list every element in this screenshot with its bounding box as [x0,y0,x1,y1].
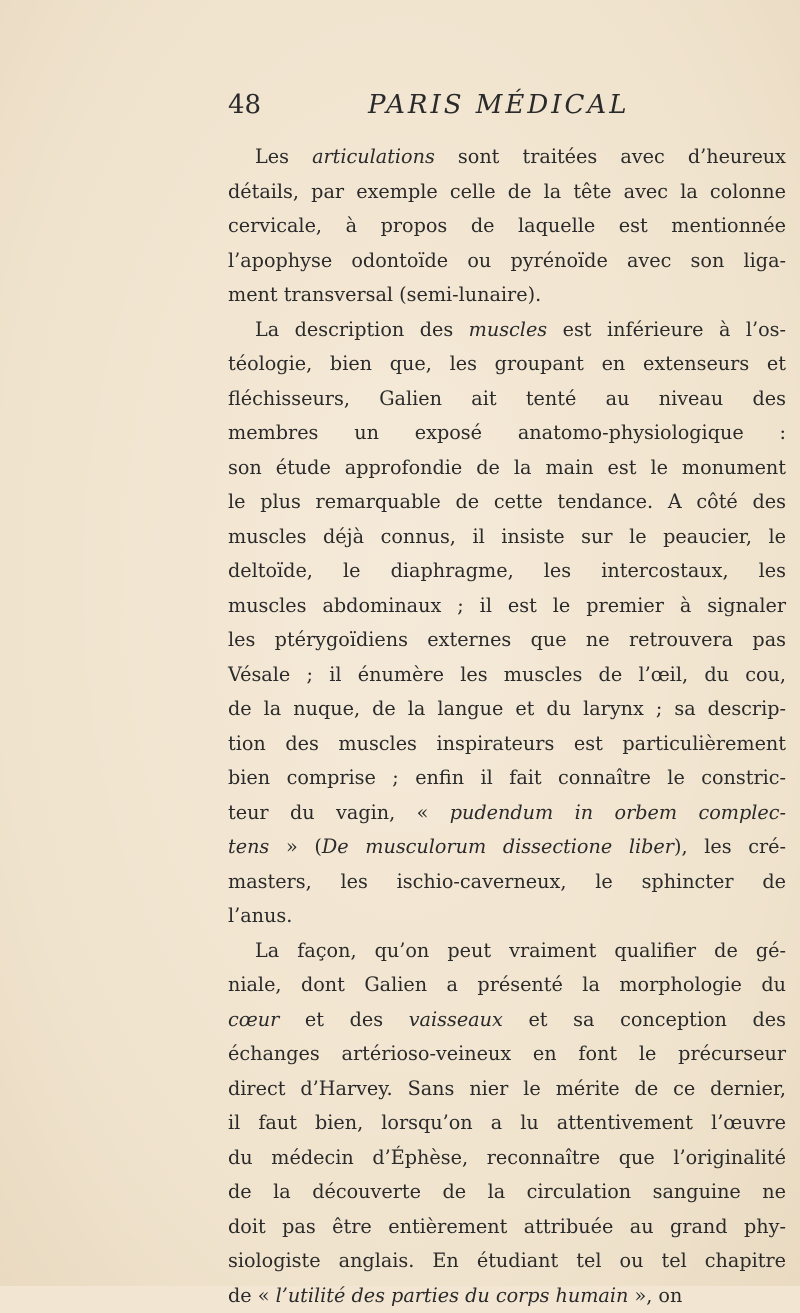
text-line [228,209,786,244]
paragraph [228,313,786,934]
text-line [228,382,786,417]
text-segment: et sa conception des [503,1008,786,1031]
text-segment: fléchisseurs, Galien ait tenté au niveau des [228,387,786,410]
text-segment: de la découverte de la circulation sanguine ne [228,1180,786,1203]
text-line [228,1210,786,1245]
paragraph [228,140,786,313]
text-segment: muscles abdominaux ; il est le premier à signaler [228,594,786,617]
text-line [228,1175,786,1210]
text-segment: deltoïde, le diaphragme, les intercostaux, les [228,559,786,582]
text-segment: muscles déjà connus, il insiste sur le peaucier, le [228,525,786,548]
text-segment: de la nuque, de la langue et du larynx ; sa descrip- [228,697,786,720]
text-segment: doit pas être entièrement attribuée au grand phy- [228,1215,786,1238]
text-segment: et des [279,1008,408,1031]
text-segment: » ( [269,835,322,858]
text-segment: détails, par exemple celle de la tête avec la colonne [228,180,786,203]
text-segment: l’anus. [228,904,292,927]
text-segment: ), les cré- [674,835,786,858]
text-segment: niale, dont Galien a présenté la morphologie du [228,973,786,996]
text-line [228,727,786,762]
text-segment: tion des muscles inspirateurs est particulièrement [228,732,786,755]
text-line [228,416,786,451]
italic-segment: cœur [228,1008,279,1031]
text-segment: La façon, qu’on peut vraiment qualifier de gé- [255,939,786,962]
text-segment: du médecin d’Éphèse, reconnaître que l’originalité [228,1146,786,1169]
text-segment: direct d’Harvey. Sans nier le mérite de ce dernier, [228,1077,786,1100]
text-segment: masters, les ischio-caverneux, le sphincter de [228,870,786,893]
text-line [228,1244,786,1279]
text-line [228,761,786,796]
text-line [228,796,786,831]
italic-segment: l’utilité des parties du corps humain [276,1284,629,1307]
page-number: 48 [228,90,261,120]
text-segment: », on [628,1284,682,1307]
text-line [228,1003,786,1038]
text-segment: cervicale, à propos de laquelle est mentionnée [228,214,786,237]
text-line [228,244,786,279]
text-segment: de « [228,1284,276,1307]
text-segment: le plus remarquable de cette tendance. A côté des [228,490,786,513]
text-segment: les ptérygoïdiens externes que ne retrouvera pas [228,628,786,651]
text-line [228,1106,786,1141]
text-line [228,278,786,313]
text-segment: son étude approfondie de la main est le monument [228,456,786,479]
italic-segment: articulations [312,145,435,168]
text-segment: ment transversal (semi-lunaire). [228,283,541,306]
text-segment: teur du vagin, « [228,801,450,824]
text-line [228,520,786,555]
text-line [228,623,786,658]
running-title: PARIS MÉDICAL [368,90,629,120]
italic-segment: muscles [469,318,547,341]
text-segment: Vésale ; il énumère les muscles de l’œil, du cou, [228,663,786,686]
text-line [228,1072,786,1107]
text-segment: Les [255,145,312,168]
text-line [228,658,786,693]
text-segment: La description des [255,318,469,341]
italic-segment: De musculorum dissectione liber [322,835,674,858]
paragraph [228,934,786,1313]
text-line [228,485,786,520]
text-segment: échanges artérioso-veineux en font le précurseur [228,1042,786,1065]
text-segment: membres un exposé anatomo-physiologique : [228,421,786,444]
text-line [228,175,786,210]
text-segment: téologie, bien que, les groupant en extenseurs et [228,352,786,375]
italic-segment: vaisseaux [409,1008,503,1031]
page-header [228,90,800,130]
text-line [228,865,786,900]
text-line [228,830,786,865]
text-line [228,1141,786,1176]
text-line [228,934,786,969]
text-line [228,1279,786,1313]
text-line [228,692,786,727]
text-line [228,554,786,589]
text-segment: sont traitées avec d’heureux [435,145,786,168]
italic-segment: tens [228,835,269,858]
text-segment: il faut bien, lorsqu’on a lu attentivement l’œuvre [228,1111,786,1134]
body-text [228,140,786,1313]
text-line [228,451,786,486]
text-segment: bien comprise ; enfin il fait connaître le constric- [228,766,786,789]
text-line [228,313,786,348]
text-segment: est inférieure à l’os- [547,318,786,341]
text-segment: siologiste anglais. En étudiant tel ou tel chapitre [228,1249,786,1272]
text-line [228,1037,786,1072]
text-line [228,589,786,624]
text-segment: l’apophyse odontoïde ou pyrénoïde avec son liga- [228,249,786,272]
text-line [228,968,786,1003]
italic-segment: pudendum in orbem complec- [450,801,786,824]
text-line [228,140,786,175]
text-line [228,347,786,382]
text-line [228,899,786,934]
